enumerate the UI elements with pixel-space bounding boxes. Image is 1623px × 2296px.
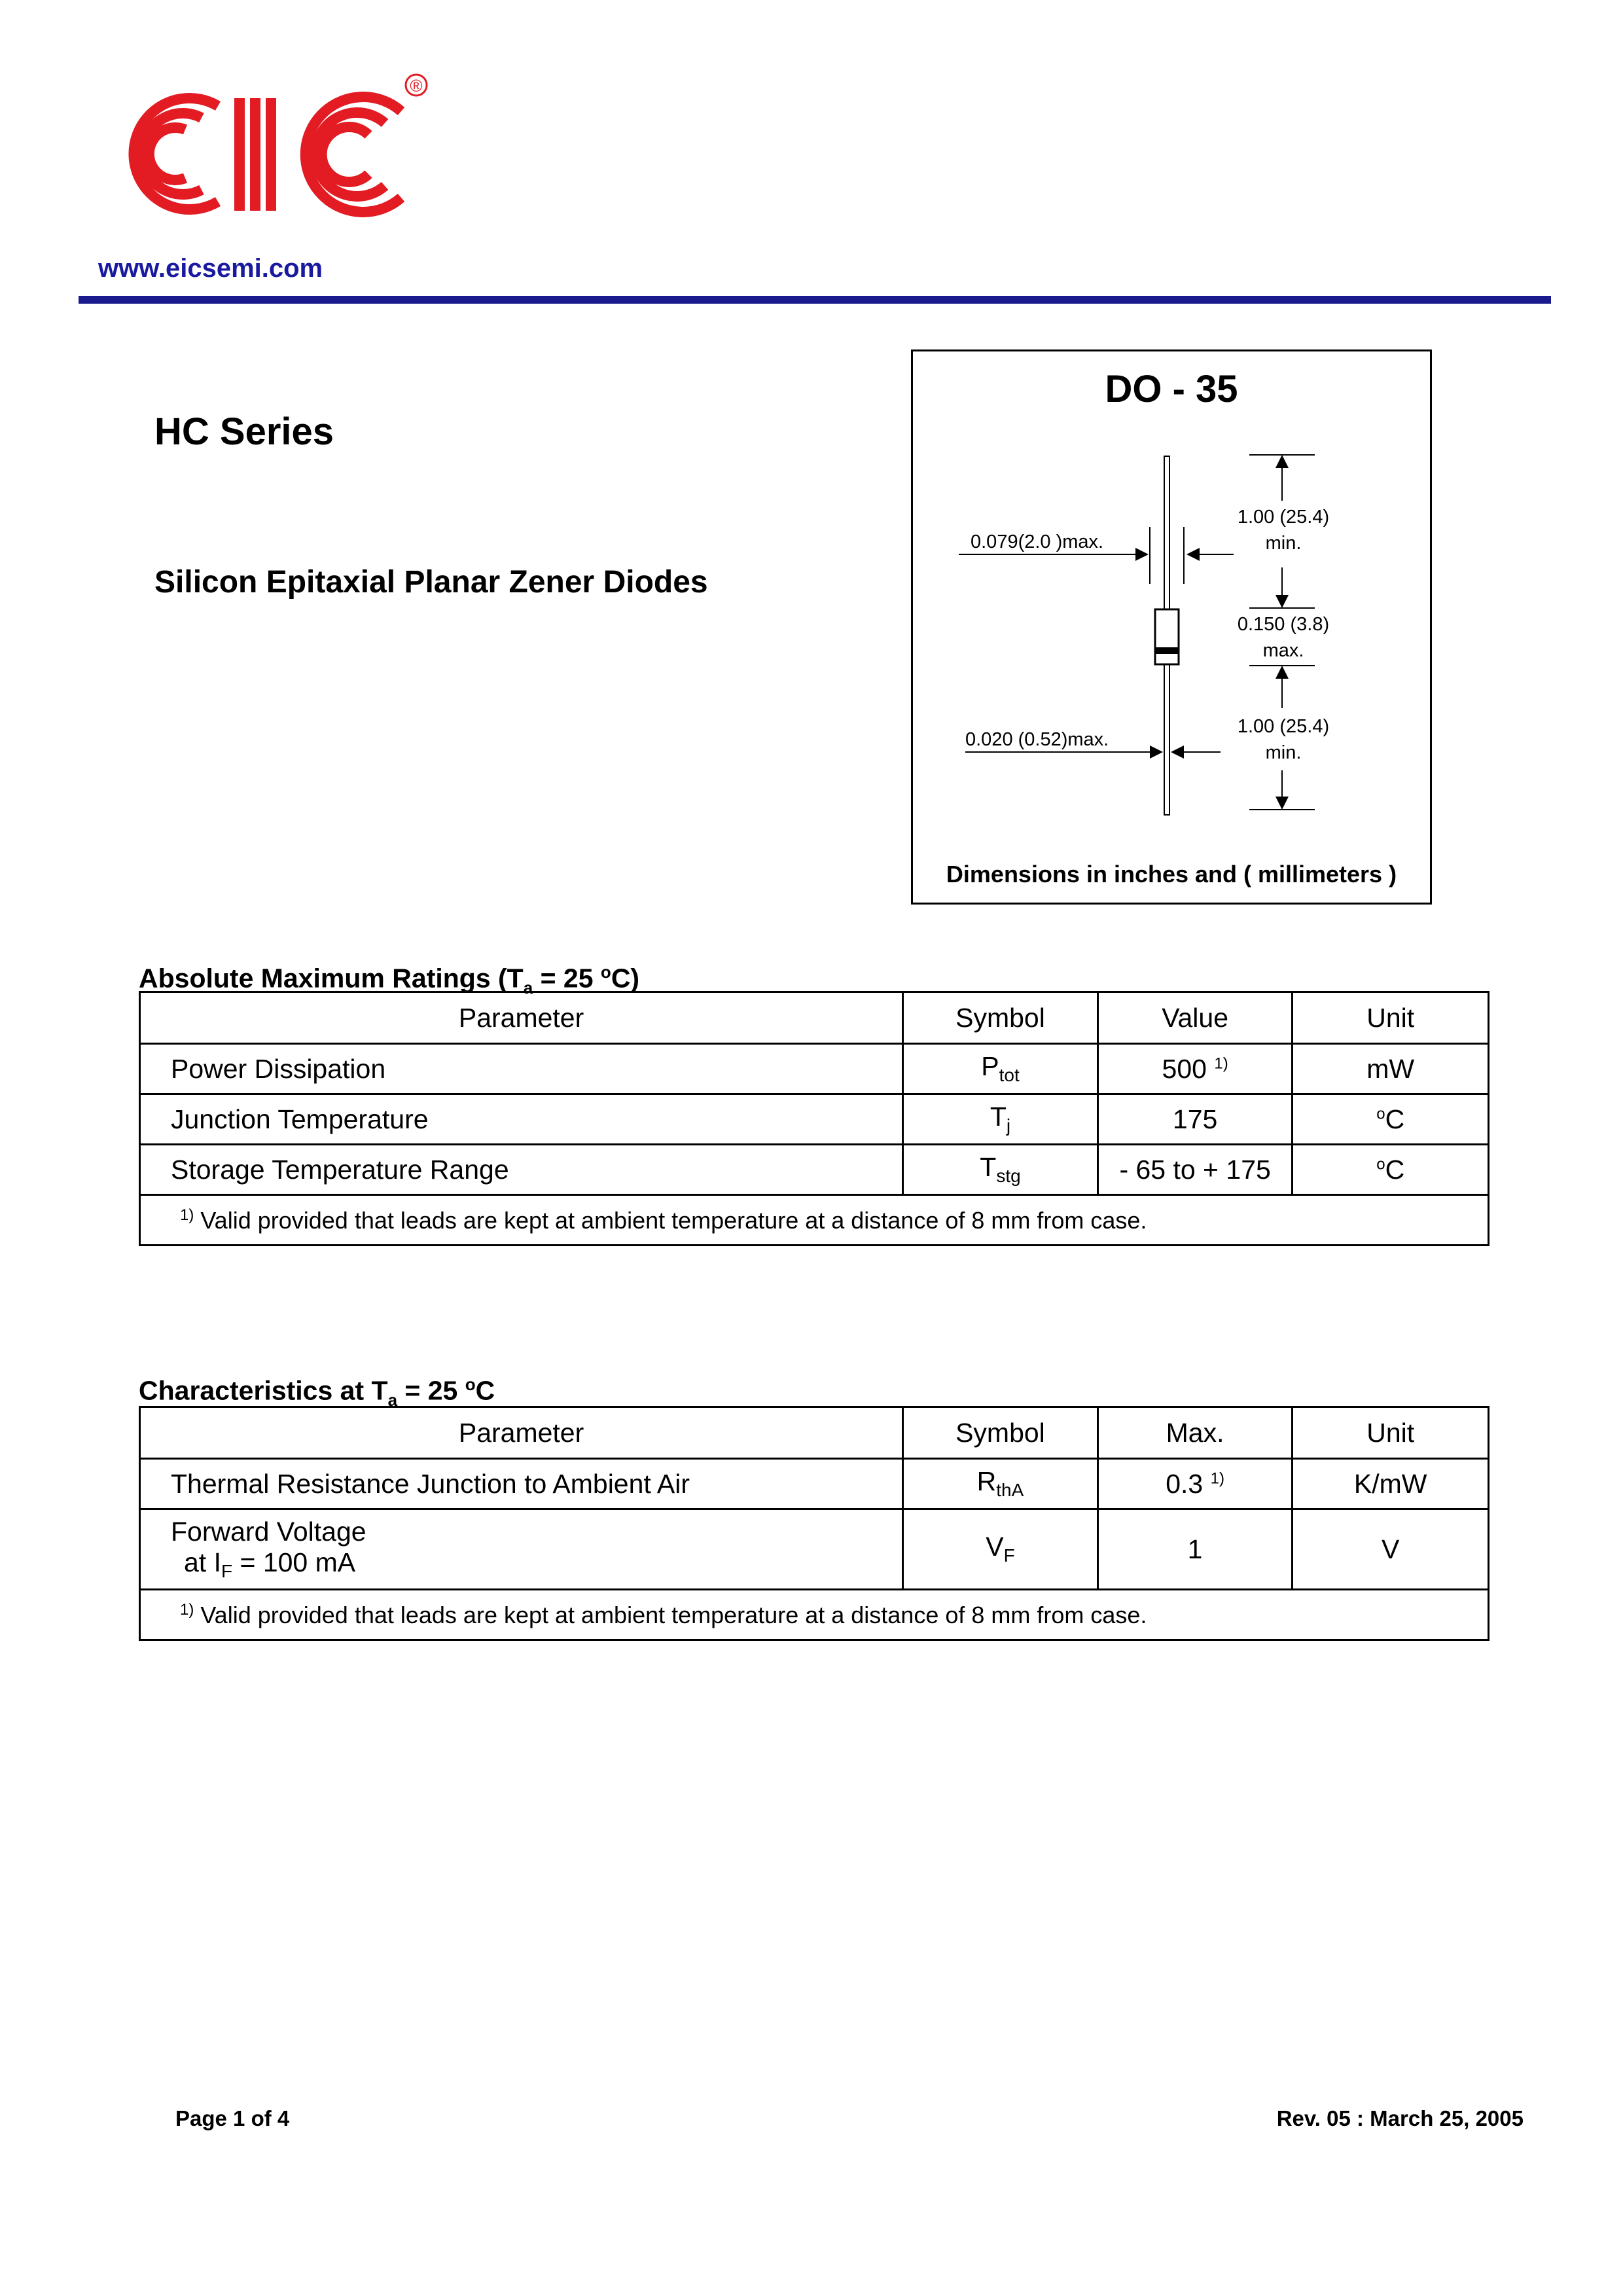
eic-logo bbox=[77, 65, 444, 242]
cathode-band bbox=[1155, 647, 1179, 654]
website-link[interactable]: www.eicsemi.com bbox=[98, 254, 323, 283]
value-cell: 500 $^{1)}$ bbox=[1097, 1044, 1293, 1094]
top-lead-length-min: min. bbox=[1265, 533, 1302, 554]
value-cell: 175 bbox=[1097, 1094, 1293, 1145]
col-header-symbol: Symbol bbox=[903, 1407, 1098, 1459]
col-header-unit: Unit bbox=[1293, 992, 1489, 1044]
page-number: Page 1 of 4 bbox=[175, 2106, 290, 2130]
col-header-value: Value bbox=[1097, 992, 1293, 1044]
col-header-parameter: Parameter bbox=[140, 1407, 903, 1459]
page-title: HC Series bbox=[154, 410, 334, 453]
parameter-cell: Junction Temperature bbox=[140, 1094, 903, 1145]
characteristics-table bbox=[139, 1406, 1489, 1641]
col-header-unit: Unit bbox=[1293, 1407, 1489, 1459]
revision-date: Rev. 05 : March 25, 2005 bbox=[1276, 2106, 1524, 2130]
symbol-cell: $V_F$ bbox=[903, 1509, 1098, 1590]
table-row bbox=[140, 1145, 1489, 1195]
parameter-line-2: at $I_F = 100$ mA bbox=[184, 1547, 356, 1582]
unit-cell: mW bbox=[1293, 1044, 1489, 1094]
value-cell: 0.3 $^{1)}$ bbox=[1097, 1459, 1293, 1509]
table-header-row bbox=[140, 992, 1489, 1044]
bottom-lead-length-min: min. bbox=[1265, 742, 1302, 763]
table-header-row bbox=[140, 1407, 1489, 1459]
body-diameter-label: 0.079(2.0 )max. bbox=[971, 531, 1104, 552]
package-outline-box bbox=[911, 350, 1432, 905]
diode-body bbox=[1155, 609, 1179, 664]
parameter-cell: Power Dissipation bbox=[140, 1044, 903, 1094]
package-name: DO - 35 bbox=[1105, 368, 1238, 410]
unit-cell: $^o$C bbox=[1293, 1145, 1489, 1195]
ratings-title: Absolute Maximum Ratings ($T_a = 25$ $^o$C) bbox=[139, 962, 640, 997]
table-row bbox=[140, 1044, 1489, 1094]
top-lead-length-label: 1.00 (25.4) bbox=[1237, 507, 1330, 528]
value-cell: - 65 to + 175 bbox=[1097, 1145, 1293, 1195]
table-row bbox=[140, 1459, 1489, 1509]
characteristics-title: Characteristics at $T_a = 25$ $^o$C bbox=[139, 1374, 495, 1410]
registered-mark: ® bbox=[410, 76, 423, 96]
unit-cell: K/mW bbox=[1293, 1459, 1489, 1509]
table-row bbox=[140, 1094, 1489, 1145]
parameter-cell: Storage Temperature Range bbox=[140, 1145, 903, 1195]
parameter-cell: Thermal Resistance Junction to Ambient Air bbox=[140, 1459, 903, 1509]
product-description: Silicon Epitaxial Planar Zener Diodes bbox=[154, 565, 708, 600]
value-cell: 1 bbox=[1097, 1509, 1293, 1590]
dimensions-caption: Dimensions in inches and ( millimeters ) bbox=[946, 861, 1397, 888]
symbol-cell: $T_j$ bbox=[903, 1094, 1098, 1145]
lead-diameter-label: 0.020 (0.52)max. bbox=[965, 729, 1109, 750]
unit-cell: $^o$C bbox=[1293, 1094, 1489, 1145]
package-drawing bbox=[913, 351, 1434, 906]
parameter-line-1: Forward Voltage bbox=[171, 1516, 366, 1547]
symbol-cell: $P_{tot}$ bbox=[903, 1044, 1098, 1094]
table-note-row bbox=[140, 1195, 1489, 1246]
bottom-lead-length-label: 1.00 (25.4) bbox=[1237, 716, 1330, 737]
symbol-cell: $T_{stg}$ bbox=[903, 1145, 1098, 1195]
parameter-cell bbox=[140, 1509, 903, 1590]
symbol-cell: $R_{thA}$ bbox=[903, 1459, 1098, 1509]
body-length-max: max. bbox=[1262, 640, 1304, 661]
table-row bbox=[140, 1509, 1489, 1590]
col-header-symbol: Symbol bbox=[903, 992, 1098, 1044]
col-header-parameter: Parameter bbox=[140, 992, 903, 1044]
body-length-label: 0.150 (3.8) bbox=[1237, 614, 1330, 635]
ratings-table bbox=[139, 991, 1489, 1246]
col-header-max: Max. bbox=[1097, 1407, 1293, 1459]
table-note-row bbox=[140, 1590, 1489, 1640]
header-rule bbox=[79, 296, 1551, 304]
footnote: $^{1)}$ Valid provided that leads are kept at ambient temperature at a distance of 8 mm from case. bbox=[140, 1590, 1489, 1640]
footnote: $^{1)}$ Valid provided that leads are kept at ambient temperature at a distance of 8 mm from case. bbox=[140, 1195, 1489, 1246]
unit-cell: V bbox=[1293, 1509, 1489, 1590]
